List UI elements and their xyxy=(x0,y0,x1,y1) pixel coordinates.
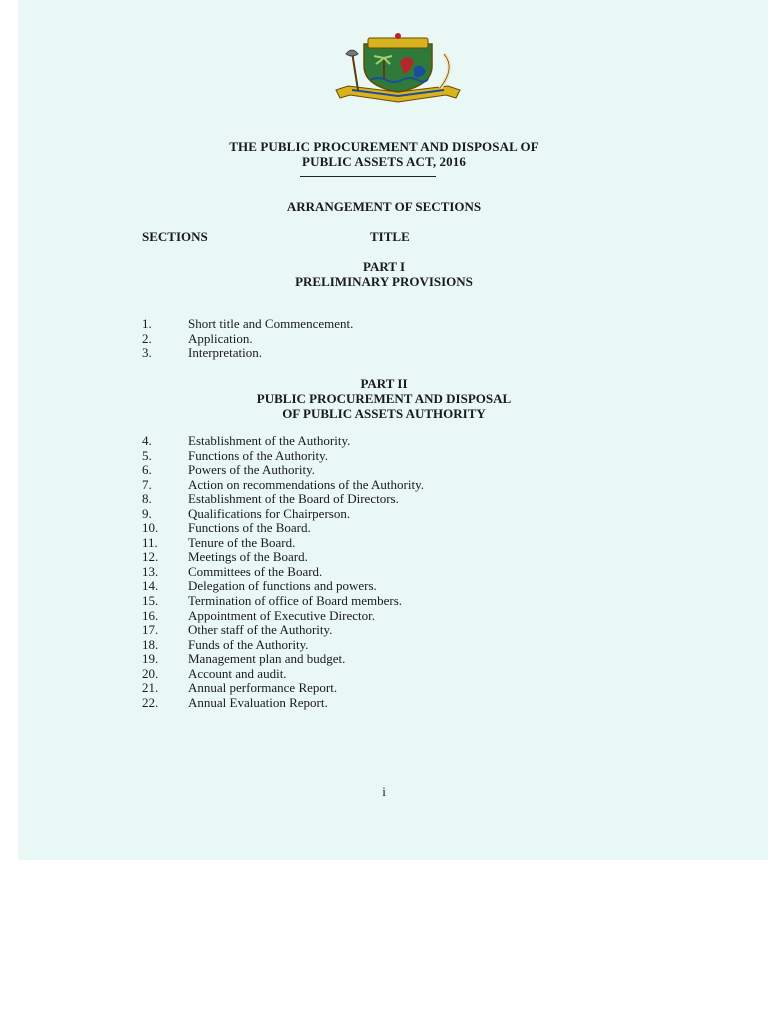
page-number: i xyxy=(382,784,386,799)
section-number: 22. xyxy=(142,694,159,710)
part-1-title: PRELIMINARY PROVISIONS xyxy=(295,274,473,289)
toc-row xyxy=(142,492,424,507)
toc-row xyxy=(142,623,424,638)
column-heading-sections: SECTIONS xyxy=(142,229,208,244)
section-title: Annual performance Report. xyxy=(188,680,338,696)
section-title: Action on recommendations of the Authority. xyxy=(188,476,424,492)
act-title-line1: THE PUBLIC PROCUREMENT AND DISPOSAL OF xyxy=(229,139,539,154)
toc-row xyxy=(142,638,424,653)
part-2-title-line1: PUBLIC PROCUREMENT AND DISPOSAL xyxy=(256,391,512,406)
section-title: Appointment of Executive Director. xyxy=(188,607,376,623)
section-title: Qualifications for Chairperson. xyxy=(188,505,351,521)
part-2-section-list xyxy=(142,434,424,710)
section-number: 21. xyxy=(142,680,159,696)
toc-row xyxy=(142,463,424,478)
section-title: Functions of the Authority. xyxy=(188,447,328,463)
part-2-heading xyxy=(18,376,750,421)
part-2-title-line2: OF PUBLIC ASSETS AUTHORITY xyxy=(282,406,486,421)
coat-of-arms-emblem xyxy=(328,32,468,112)
toc-row xyxy=(142,565,424,580)
section-title: Meetings of the Board. xyxy=(188,549,308,565)
toc-row xyxy=(142,609,424,624)
toc-row xyxy=(142,434,424,449)
section-title: Termination of office of Board members. xyxy=(188,593,403,609)
section-title: Powers of the Authority. xyxy=(188,462,315,478)
section-number: 18. xyxy=(142,636,159,652)
section-number: 17. xyxy=(142,622,159,638)
section-number: 8. xyxy=(142,491,152,507)
toc-row xyxy=(142,346,353,361)
toc-row xyxy=(142,652,424,667)
toc-row xyxy=(142,579,424,594)
section-number: 6. xyxy=(142,462,152,478)
section-title: Delegation of functions and powers. xyxy=(188,578,377,594)
section-number: 15. xyxy=(142,593,159,609)
toc-row xyxy=(142,681,424,696)
section-title: Establishment of the Authority. xyxy=(188,433,351,448)
toc-row xyxy=(142,667,424,682)
toc-row xyxy=(142,696,424,711)
toc-row xyxy=(142,507,424,522)
toc-row xyxy=(142,594,424,609)
act-title xyxy=(18,139,750,169)
toc-row xyxy=(142,550,424,565)
section-title: Management plan and budget. xyxy=(188,651,346,667)
section-number: 10. xyxy=(142,520,159,536)
section-number: 2. xyxy=(142,330,152,346)
toc-row xyxy=(142,332,353,347)
section-number: 11. xyxy=(142,534,158,550)
section-number: 3. xyxy=(142,345,152,361)
toc-row xyxy=(142,478,424,493)
section-title: Committees of the Board. xyxy=(188,563,323,579)
section-number: 19. xyxy=(142,651,159,667)
title-underline xyxy=(300,176,436,177)
section-number: 5. xyxy=(142,447,152,463)
section-number: 12. xyxy=(142,549,159,565)
toc-row xyxy=(142,536,424,551)
toc-row xyxy=(142,449,424,464)
section-number: 9. xyxy=(142,505,152,521)
section-title: Establishment of the Board of Directors. xyxy=(188,491,399,507)
section-title: Other staff of the Authority. xyxy=(188,622,333,638)
section-number: 20. xyxy=(142,665,159,681)
section-title: Annual Evaluation Report. xyxy=(188,694,328,710)
section-number: 13. xyxy=(142,563,159,579)
section-title: Tenure of the Board. xyxy=(188,534,296,550)
section-title: Funds of the Authority. xyxy=(188,636,309,652)
arrangement-heading: ARRANGEMENT OF SECTIONS xyxy=(286,199,482,214)
section-title: Application. xyxy=(188,330,253,346)
part-2-label: PART II xyxy=(360,376,408,391)
section-number: 7. xyxy=(142,476,152,492)
section-title: Functions of the Board. xyxy=(188,520,311,536)
toc-row xyxy=(142,521,424,536)
part-1-section-list xyxy=(142,317,353,361)
section-number: 4. xyxy=(142,433,152,448)
section-number: 1. xyxy=(142,316,152,331)
section-title: Short title and Commencement. xyxy=(188,316,354,331)
document-page xyxy=(18,0,768,860)
section-title: Interpretation. xyxy=(188,345,262,361)
section-number: 16. xyxy=(142,607,159,623)
section-number: 14. xyxy=(142,578,159,594)
section-title: Account and audit. xyxy=(188,665,287,681)
toc-row xyxy=(142,317,353,332)
part-1-label: PART I xyxy=(362,259,406,274)
act-title-line2: PUBLIC ASSETS ACT, 2016 xyxy=(302,154,466,169)
column-heading-title: TITLE xyxy=(370,229,410,244)
part-1-heading xyxy=(18,259,750,289)
